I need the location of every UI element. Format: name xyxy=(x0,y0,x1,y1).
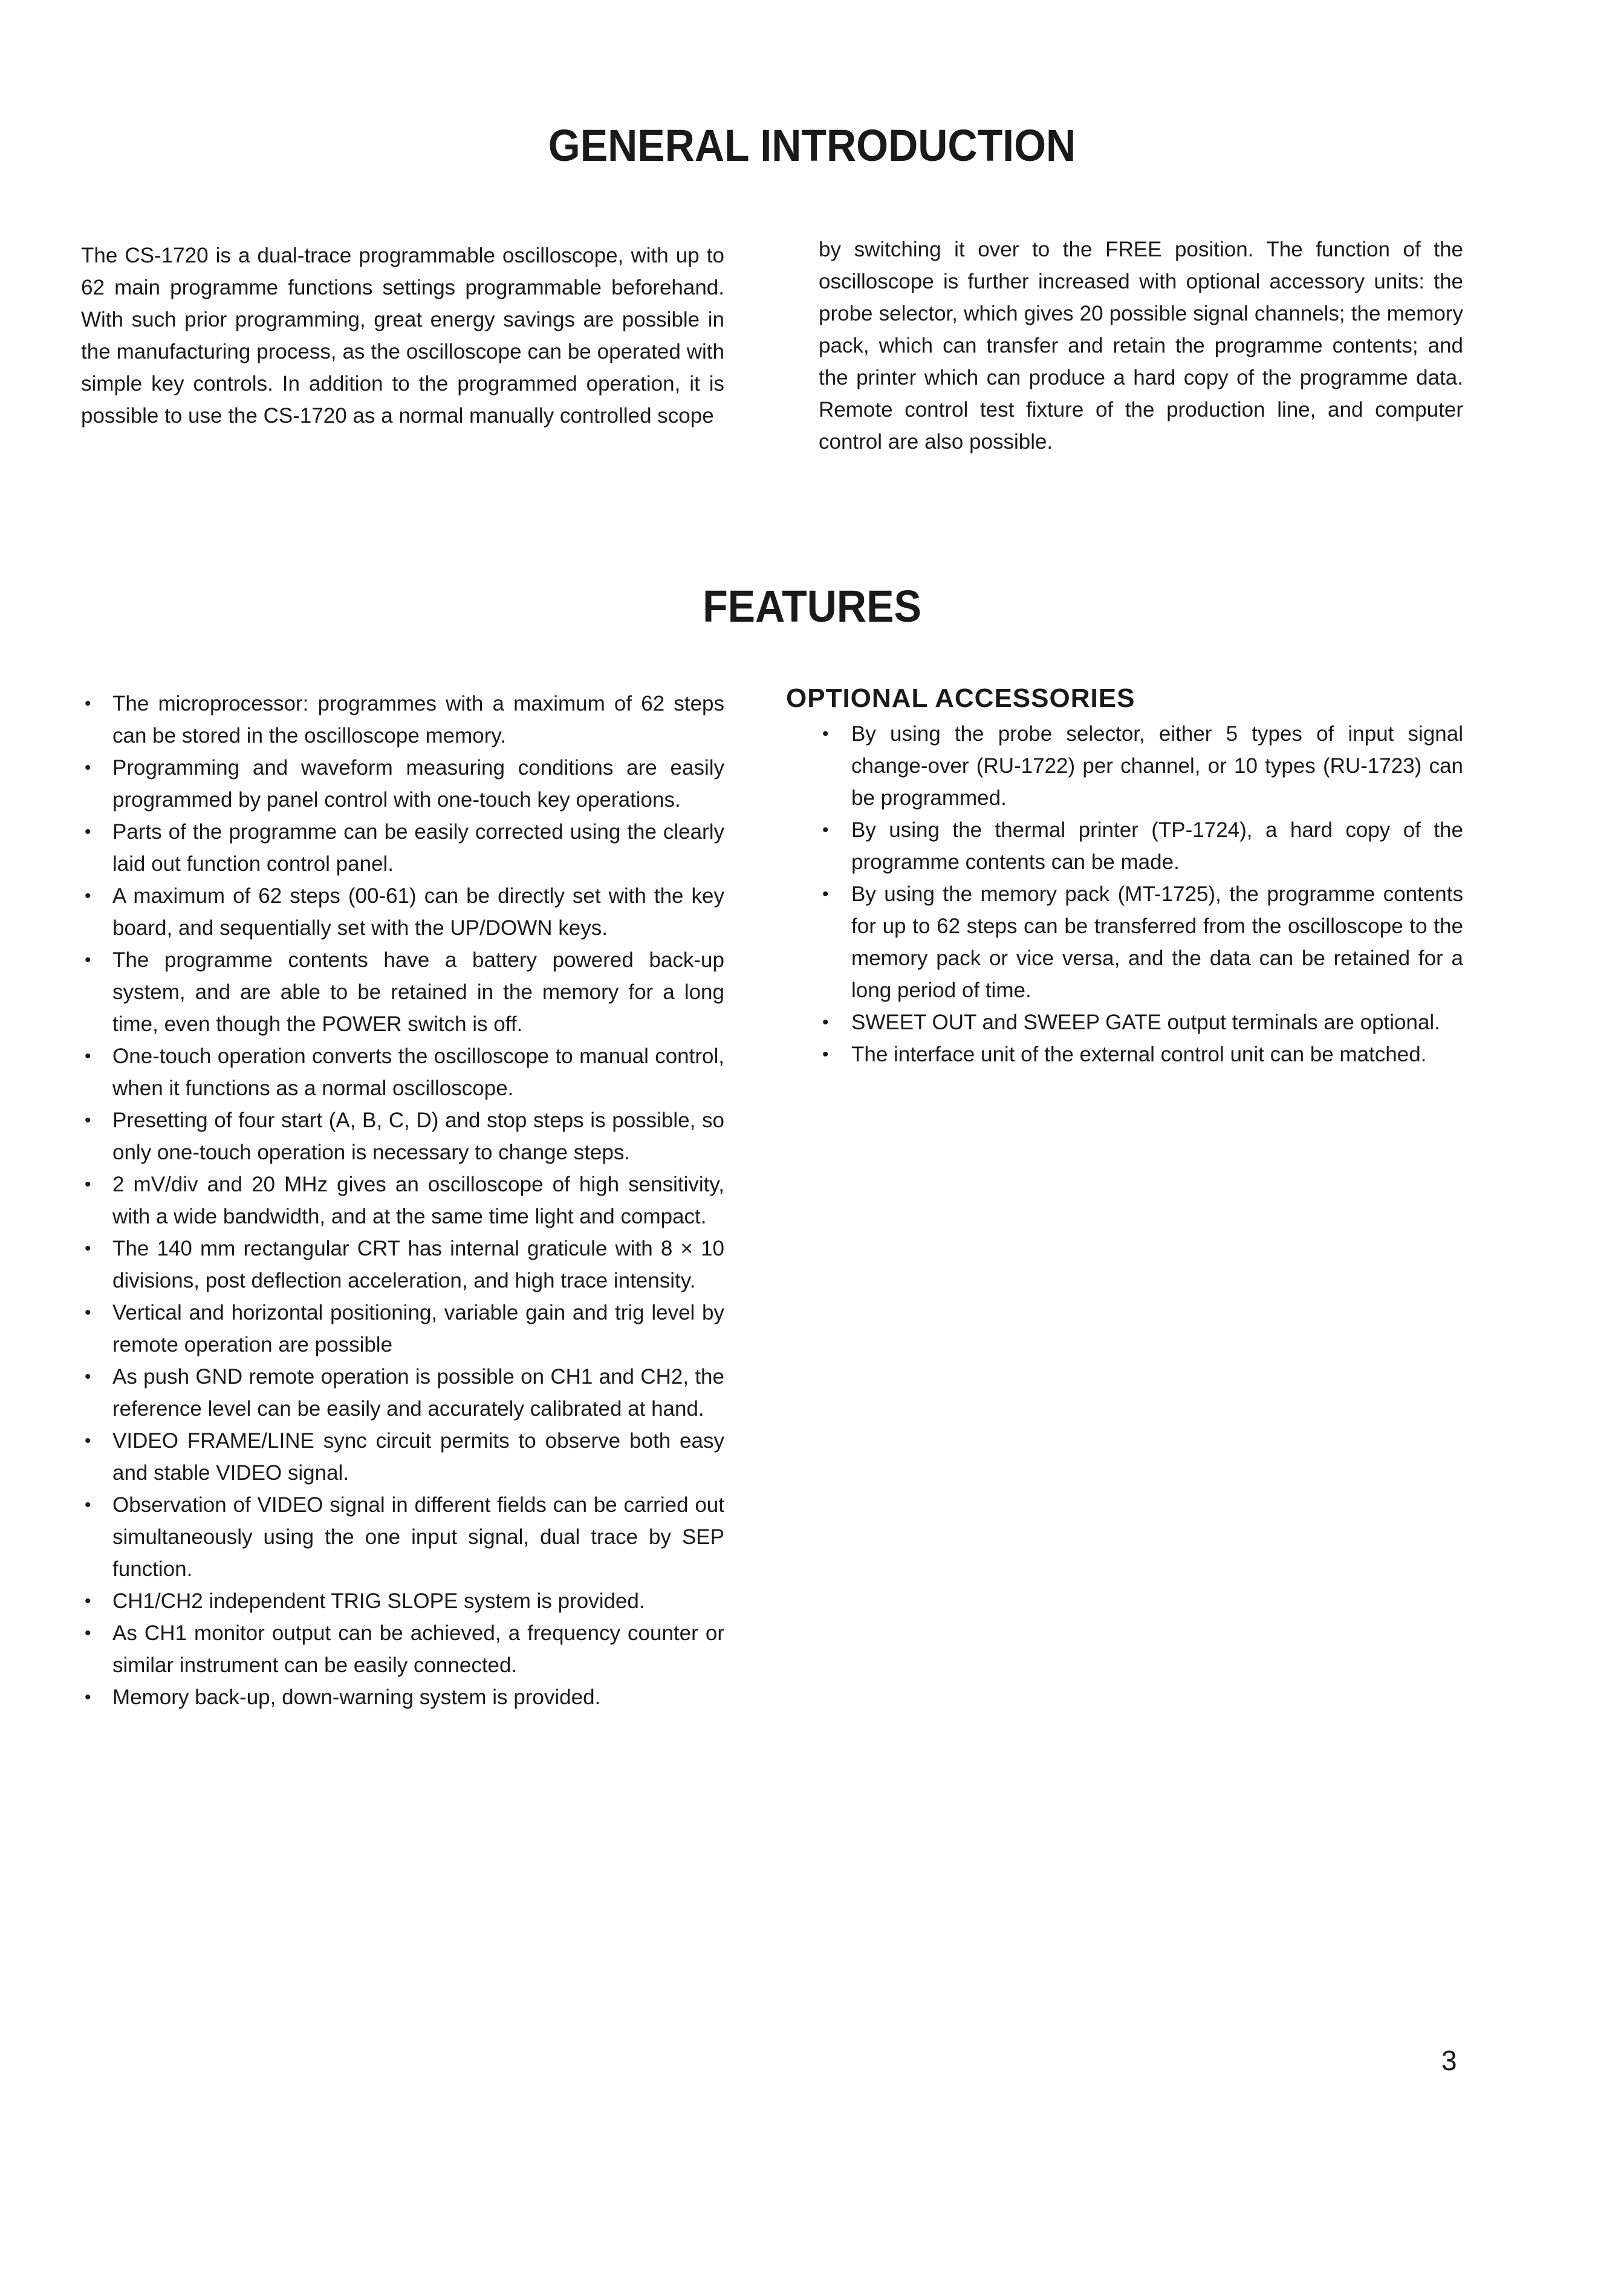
introduction-left-column xyxy=(81,239,724,432)
accessory-item: • By using the thermal printer (TP-1724), a hard copy of the programme contents can be made. xyxy=(786,814,1463,878)
feature-item: • As push GND remote operation is possible on CH1 and CH2, the reference level can be easily and accurately calibrated at hand. xyxy=(81,1361,724,1425)
features-list xyxy=(81,688,724,1713)
accessory-item: • The interface unit of the external control unit can be matched. xyxy=(786,1038,1463,1070)
feature-item: • The 140 mm rectangular CRT has internal graticule with 8 × 10 divisions, post deflection acceleration, and high trace intensity. xyxy=(81,1233,724,1297)
feature-item: • Vertical and horizontal positioning, variable gain and trig level by remote operation are possible xyxy=(81,1297,724,1361)
feature-item: • CH1/CH2 independent TRIG SLOPE system is provided. xyxy=(81,1585,724,1617)
feature-item: • A maximum of 62 steps (00-61) can be directly set with the key board, and sequentially set with the UP/DOWN keys. xyxy=(81,880,724,944)
general-introduction-heading: GENERAL INTRODUCTION xyxy=(548,120,1076,171)
introduction-paragraph-left: The CS-1720 is a dual-trace programmable oscilloscope, with up to 62 main programme functions settings programmable beforehand. With such prior programming, great energy savings are possible in the manufacturing process, as the oscilloscope can be operated with simple key controls. In addition to the programmed operation, it is possible to use the CS-1720 as a normal manually controlled scope xyxy=(81,244,724,428)
feature-item: • The microprocessor: programmes with a maximum of 62 steps can be stored in the oscilloscope memory. xyxy=(81,688,724,752)
introduction-right-column xyxy=(819,233,1463,458)
introduction-paragraph-right: by switching it over to the FREE position. The function of the oscilloscope is further increased with optional accessory units: the probe selector, which gives 20 possible signal channels; the memory pack, which can transfer and retain the programme contents; and the printer which can produce a hard copy of the programme data. Remote control test fixture of the production line, and computer control are also possible. xyxy=(819,238,1463,454)
feature-item: • VIDEO FRAME/LINE sync circuit permits to observe both easy and stable VIDEO signal. xyxy=(81,1425,724,1489)
feature-item: • Parts of the programme can be easily corrected using the clearly laid out function control panel. xyxy=(81,816,724,880)
feature-item: • Observation of VIDEO signal in different fields can be carried out simultaneously using the one input signal, dual trace by SEP function. xyxy=(81,1489,724,1585)
feature-item: • 2 mV/div and 20 MHz gives an oscilloscope of high sensitivity, with a wide bandwidth, and at the same time light and compact. xyxy=(81,1168,724,1233)
feature-item: • Memory back-up, down-warning system is provided. xyxy=(81,1681,724,1713)
features-heading: FEATURES xyxy=(703,581,921,631)
feature-item: • Presetting of four start (A, B, C, D) and stop steps is possible, so only one-touch operation is necessary to change steps. xyxy=(81,1104,724,1168)
feature-item: • Programming and waveform measuring conditions are easily programmed by panel control with one-touch key operations. xyxy=(81,752,724,816)
feature-item: • As CH1 monitor output can be achieved, a frequency counter or similar instrument can be easily connected. xyxy=(81,1617,724,1681)
page-number: 3 xyxy=(1441,2045,1457,2076)
accessory-item: • By using the memory pack (MT-1725), the programme contents for up to 62 steps can be transferred from the oscilloscope to the memory pack or vice versa, and the data can be retained for a long period of time. xyxy=(786,878,1463,1006)
optional-accessories-heading: OPTIONAL ACCESSORIES xyxy=(786,683,1135,713)
accessory-item: • By using the probe selector, either 5 types of input signal change-over (RU-1722) per channel, or 10 types (RU-1723) can be programmed. xyxy=(786,718,1463,814)
accessory-item: • SWEET OUT and SWEEP GATE output terminals are optional. xyxy=(786,1006,1463,1038)
feature-item: • The programme contents have a battery powered back-up system, and are able to be retained in the memory for a long time, even though the POWER switch is off. xyxy=(81,944,724,1040)
optional-accessories-section xyxy=(786,680,1463,1070)
feature-item: • One-touch operation converts the oscilloscope to manual control, when it functions as a normal oscilloscope. xyxy=(81,1040,724,1104)
